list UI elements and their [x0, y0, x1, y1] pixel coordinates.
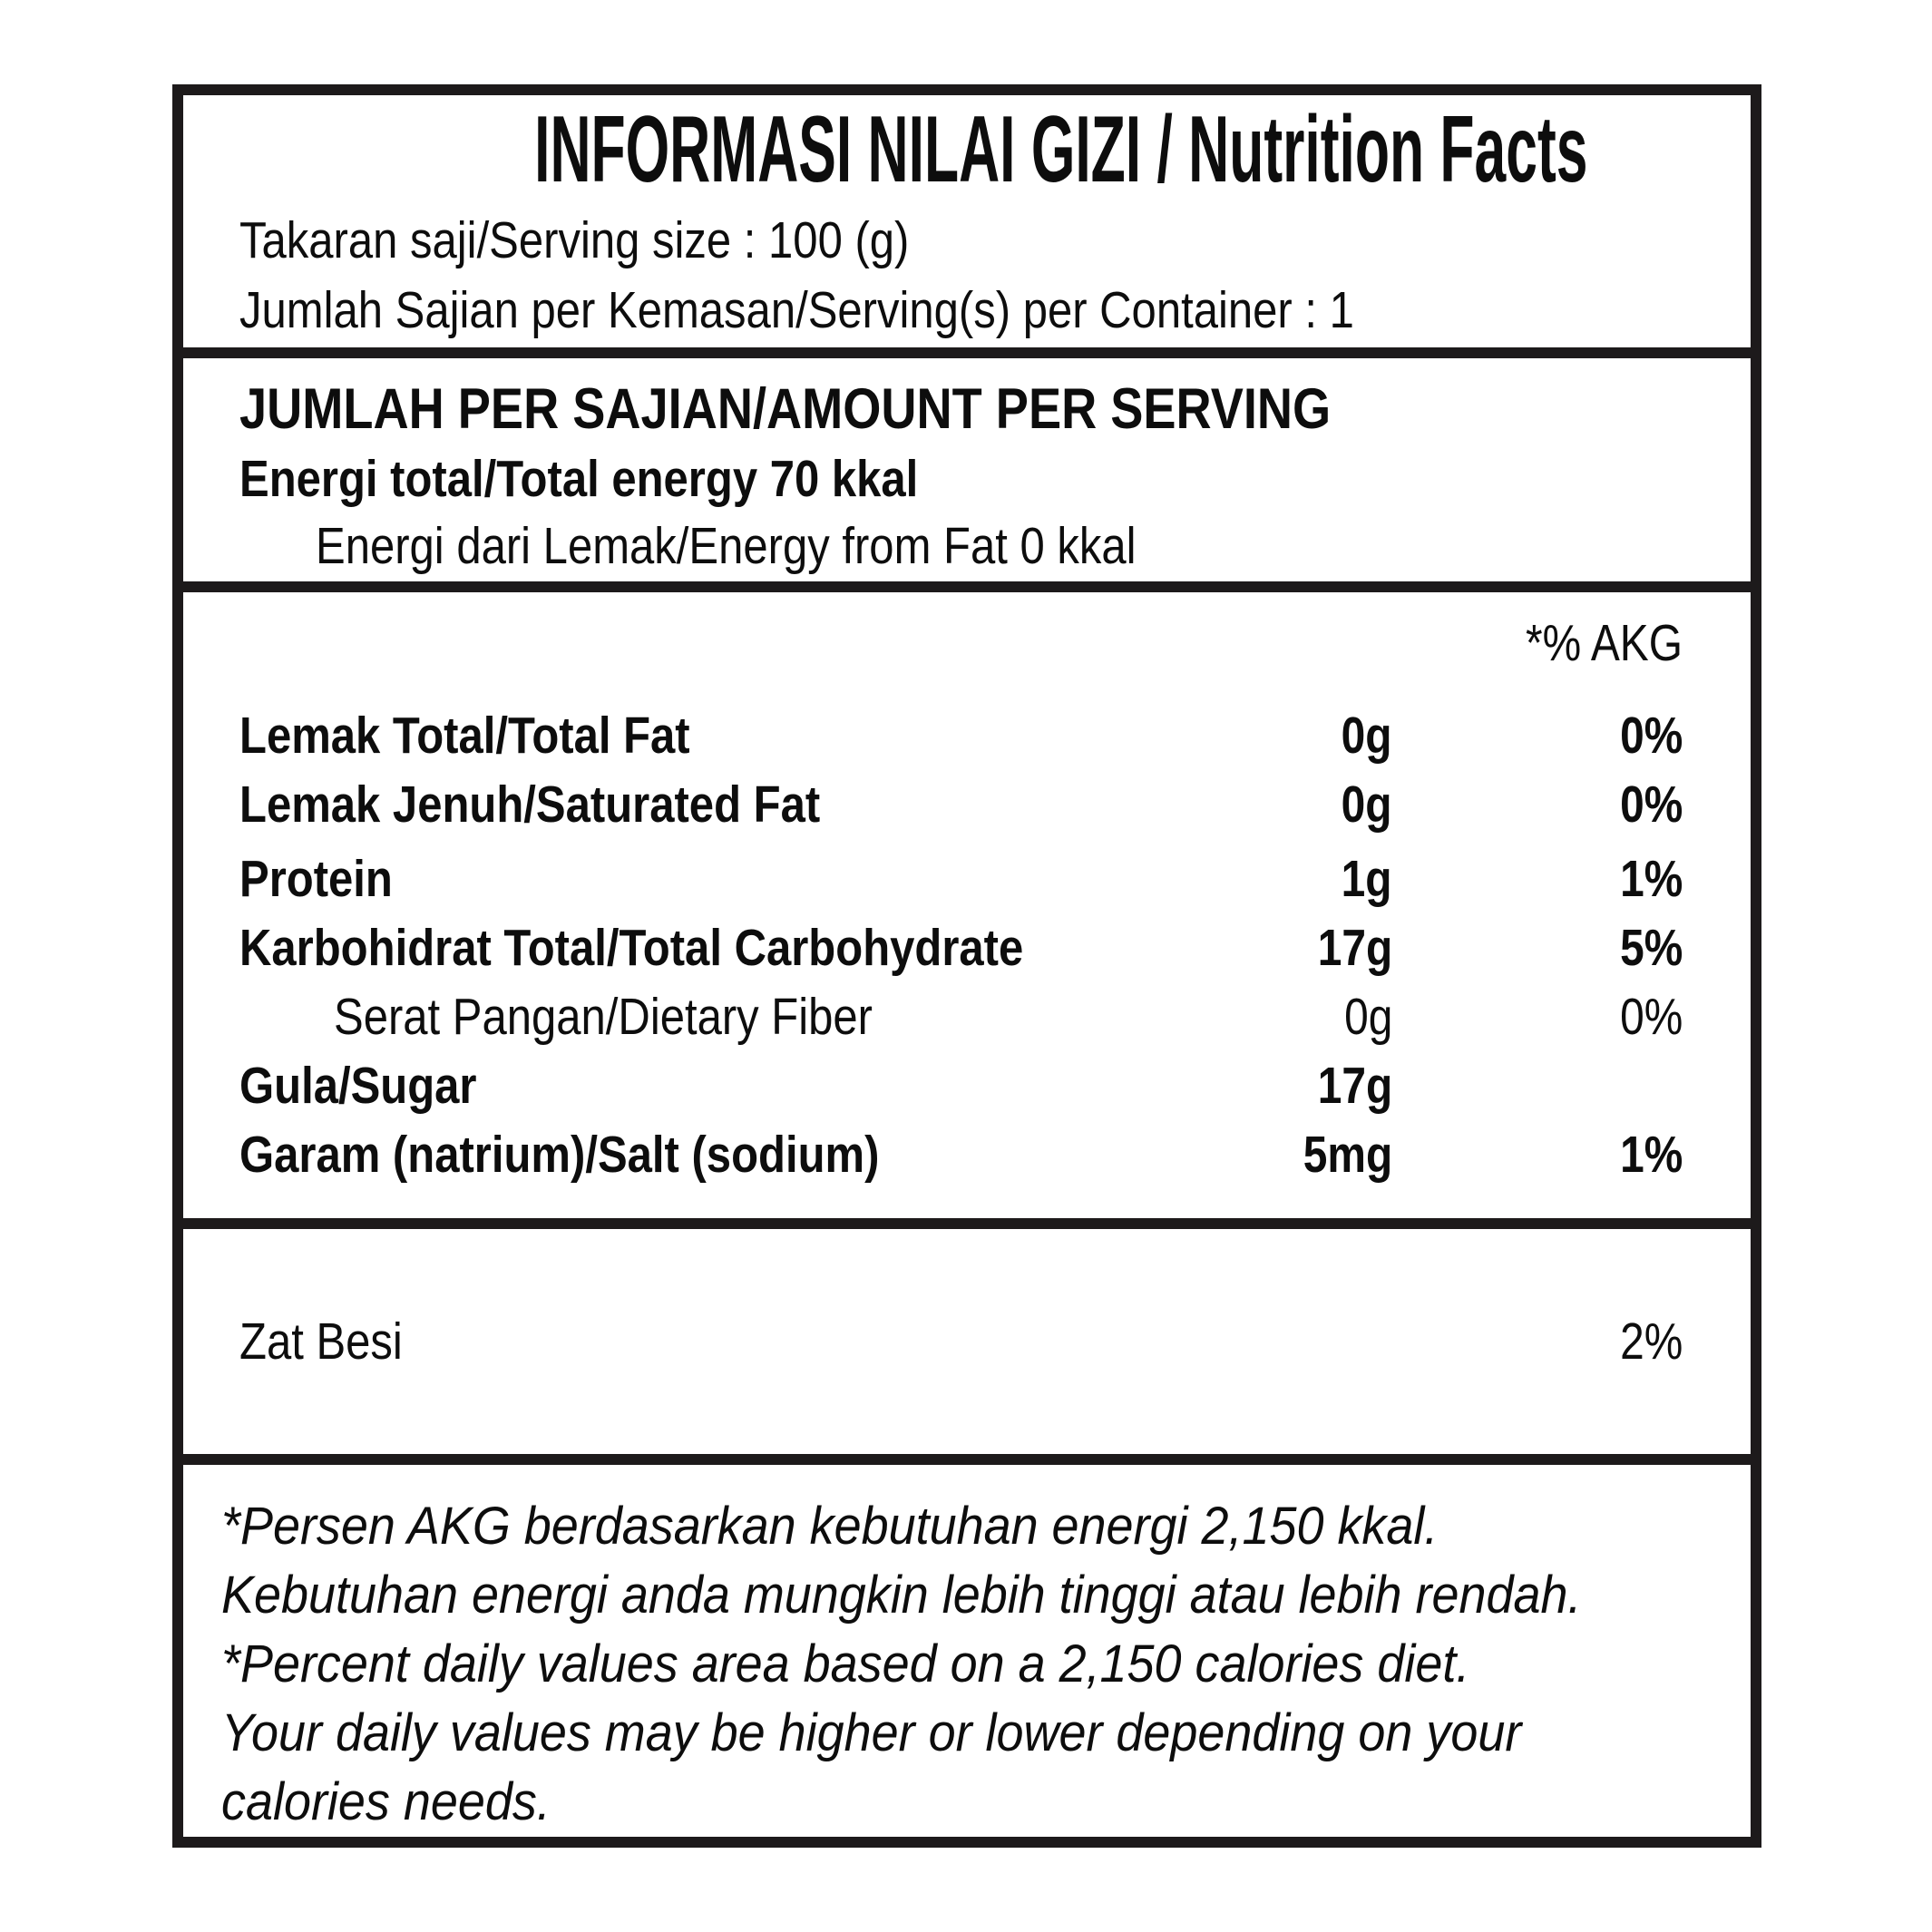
nutrient-label: Lemak Total/Total Fat [239, 706, 690, 765]
nutrition-label [172, 84, 1761, 1848]
total-energy-line: Energi total/Total energy 70 kkal [239, 450, 919, 509]
nutrient-rows [183, 701, 1751, 1189]
amount-per-serving-header: JUMLAH PER SAJIAN/AMOUNT PER SERVING [239, 377, 1332, 442]
nutrient-akg: 5% [1619, 918, 1683, 977]
table-row-total-carbohydrate [183, 913, 1751, 982]
footnote-line: *Persen AKG berdasarkan kebutuhan energi 2,150 kkal. [221, 1497, 1439, 1556]
akg-column-header-row [183, 592, 1751, 670]
servings-per-container-line: Jumlah Sajian per Kemasan/Serving(s) per Container : 1 [239, 281, 1354, 339]
nutrient-label: Serat Pangan/Dietary Fiber [334, 987, 873, 1046]
footnote-line: calories needs. [221, 1772, 551, 1831]
nutrient-label: Gula/Sugar [239, 1056, 477, 1115]
title-section [183, 95, 1751, 347]
iron-akg-value: 2% [1619, 1312, 1683, 1371]
amount-per-serving-section [183, 347, 1751, 581]
nutrient-label: Garam (natrium)/Salt (sodium) [239, 1125, 880, 1184]
nutrient-akg [1392, 1056, 1751, 1116]
footnote-line: Kebutuhan energi anda mungkin lebih tinggi atau lebih rendah. [221, 1566, 1582, 1625]
nutrient-value: 5mg [1303, 1125, 1392, 1184]
iron-label: Zat Besi [239, 1312, 403, 1371]
table-row-dietary-fiber [183, 982, 1751, 1051]
table-row-saturated-fat [183, 770, 1751, 839]
table-row-salt-sodium [183, 1120, 1751, 1189]
nutrient-akg: 0% [1619, 775, 1683, 834]
nutrient-value: 0g [1343, 987, 1392, 1046]
nutrient-akg: 0% [1619, 987, 1683, 1046]
nutrient-akg: 1% [1619, 849, 1683, 908]
table-row-sugar [183, 1051, 1751, 1120]
nutrient-akg: 0% [1619, 706, 1683, 765]
nutrient-table-section [183, 581, 1751, 1218]
minerals-section [183, 1218, 1751, 1454]
nutrient-value: 17g [1317, 1056, 1392, 1115]
footnote-line: Your daily values may be higher or lower depending on your [221, 1703, 1522, 1762]
energy-from-fat-line: Energi dari Lemak/Energy from Fat 0 kkal [316, 517, 1137, 576]
table-row-total-fat [183, 701, 1751, 770]
nutrient-label: Karbohidrat Total/Total Carbohydrate [239, 918, 1024, 977]
nutrient-value: 1g [1342, 849, 1392, 908]
footnote-section [183, 1454, 1751, 1837]
serving-size-line: Takaran saji/Serving size : 100 (g) [239, 211, 910, 269]
nutrient-label: Lemak Jenuh/Saturated Fat [239, 775, 821, 834]
table-row-protein [183, 844, 1751, 913]
label-title-text: INFORMASI NILAI GIZI / Nutrition Facts [534, 97, 1588, 202]
nutrient-value: 0g [1342, 706, 1392, 765]
nutrient-label: Protein [239, 849, 393, 908]
akg-column-header: *% AKG [1526, 613, 1683, 672]
nutrient-value: 0g [1342, 775, 1392, 834]
nutrient-akg: 1% [1619, 1125, 1683, 1184]
label-title [183, 97, 1751, 202]
nutrient-value: 17g [1317, 918, 1392, 977]
serving-info [183, 206, 1751, 346]
footnote-line: *Percent daily values area based on a 2,150 calories diet. [221, 1634, 1470, 1693]
